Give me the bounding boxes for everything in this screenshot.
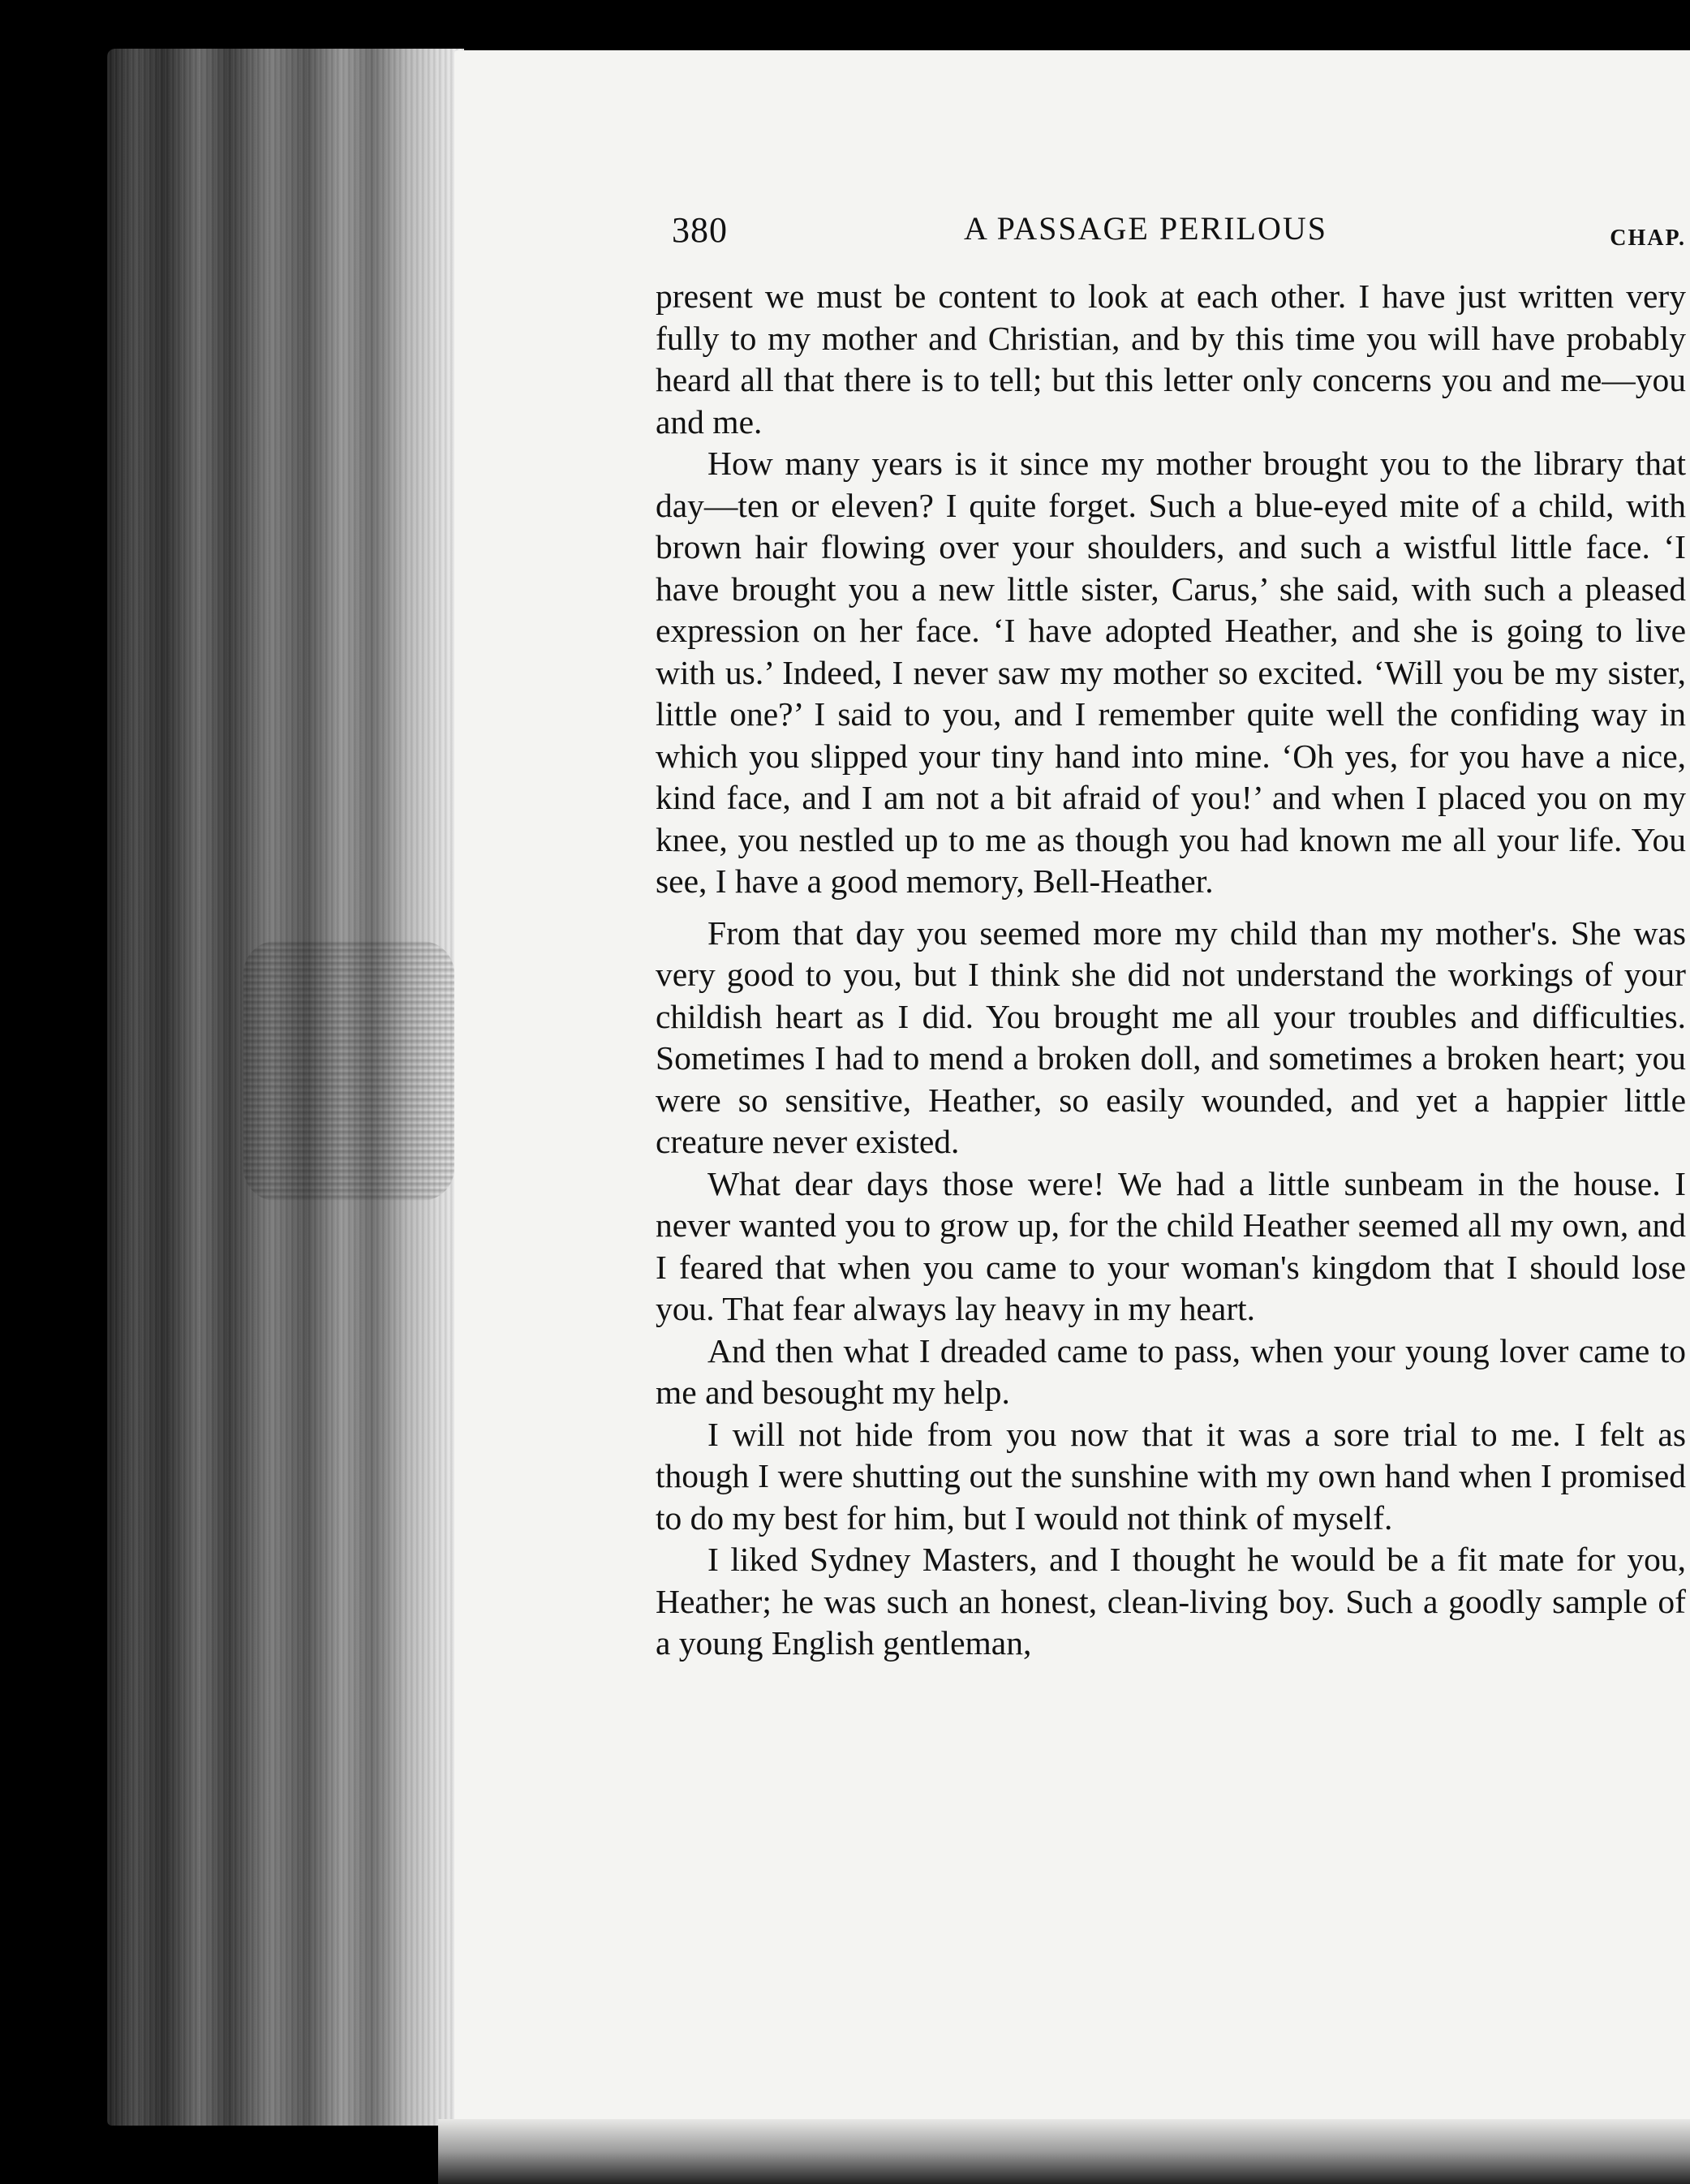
paragraph: And then what I dreaded came to pass, when your young lover came to me and besought my help. — [656, 1331, 1686, 1411]
page-header — [672, 209, 1686, 266]
page-number: 380 — [672, 210, 728, 250]
running-title: A PASSAGE PERILOUS — [964, 210, 1327, 247]
paragraph: What dear days those were! We had a little sunbeam in the house. I never wanted you to grow up, for the child Heather seemed all my own, and I feared that when you came to your woman's kingdom that I should lose you. That fear always lay heavy in my heart. — [656, 1164, 1686, 1327]
paragraph: From that day you seemed more my child than my mother's. She was very good to you, but I think she did not understand the workings of your childish heart as I did. You brought me all your troubles and difficulties. Sometimes I had to mend a broken doll, and sometimes a broken heart; you were so sensitive, Heather, so easily wounded, and yet a happier little creature never existed. — [656, 914, 1686, 1160]
page-bottom-edge — [438, 2119, 1690, 2184]
paragraph: How many years is it since my mother brought you to the library that day—ten or eleven? I quite forget. Such a blue-eyed mite of a child, with brown hair flowing over your shoulders, and such a wistful little face. ‘I have brought you a new little sister, Carus,’ she said, with such a pleased expression on her face. ‘I have adopted Heather, and she is going to live with us.’ Indeed, I never saw my mother so excited. ‘Will you be my sister, little one?’ I said to you, and I remember quite well the confiding way in which you slipped your tiny hand into mine. ‘Oh yes, for you have a nice, kind face, and I am not a bit afraid of you!’ and when I placed you on my knee, you nestled up to me as though you had known me all your life. You see, I have a good memory, Bell-Heather. — [656, 445, 1686, 900]
library-stamp-mark — [243, 941, 454, 1201]
paragraph: I liked Sydney Masters, and I thought he would be a fit mate for you, Heather; he was such an honest, clean-living boy. Such a goodly sample of a young English gentleman, — [656, 1541, 1686, 1662]
body-text — [656, 276, 1686, 1665]
chapter-label: CHAP. — [1610, 226, 1686, 251]
paragraph: I will not hide from you now that it was a sore trial to me. I felt as though I were shutting out the sunshine with my own hand when I promised to do my best for him, but I would not think of myself. — [656, 1415, 1686, 1537]
paragraph-continued: present we must be content to look at each other. I have just written very fully to my mother and Christian, and by this time you will have probably heard all that there is to tell; but this letter only concerns you and me—you and me. — [656, 277, 1686, 441]
